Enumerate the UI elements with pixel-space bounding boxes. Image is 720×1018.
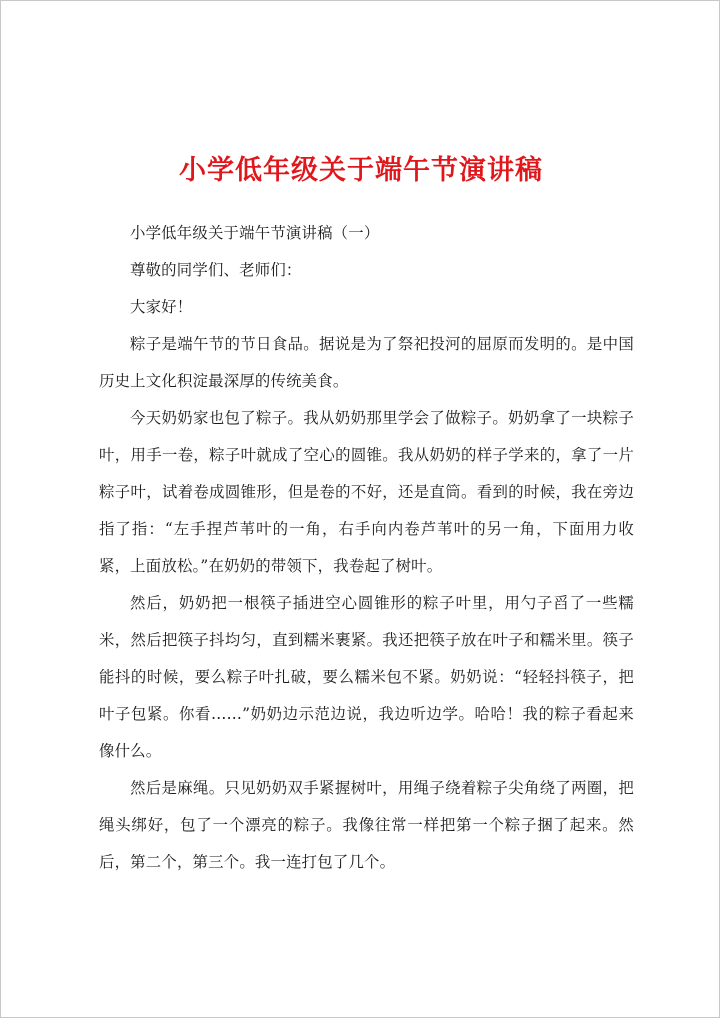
- document-body: [99, 215, 634, 881]
- section-heading: 小学低年级关于端午节演讲稿（一）: [130, 224, 380, 242]
- body-paragraph: 今天奶奶家也包了粽子。我从奶奶那里学会了做粽子。奶奶拿了一块粽子叶，用手一卷，粽子叶就成了空心的圆锥。我从奶奶的样子学来的，拿了一片粽子叶，试着卷成圆锥形，但是卷的不好，还是直筒。看到的时候，我在旁边指了指：“左手捏芦苇叶的一角，右手向内卷芦苇叶的另一角，下面用力收紧，上面放松。”在奶奶的带领下，我卷起了树叶。: [99, 409, 634, 575]
- body-paragraph: 粽子是端午节的节日食品。据说是为了祭祀投河的屈原而发明的。是中国历史上文化积淀最深厚的传统美食。: [99, 335, 634, 390]
- greeting: 大家好！: [130, 298, 193, 316]
- body-paragraph: 然后是麻绳。只见奶奶双手紧握树叶，用绳子绕着粽子尖角绕了两圈，把绳头绑好，包了一个漂亮的粽子。我像往常一样把第一个粽子捆了起来。然后，第二个，第三个。我一连打包了几个。: [99, 779, 634, 871]
- salutation: 尊敬的同学们、老师们：: [130, 261, 302, 279]
- body-paragraph: 然后，奶奶把一根筷子插进空心圆锥形的粽子叶里，用勺子舀了一些糯米，然后把筷子抖均匀，直到糯米裹紧。我还把筷子放在叶子和糯米里。筷子能抖的时候，要么粽子叶扎破，要么糯米包不紧。奶奶说：“轻轻抖筷子，把叶子包紧。你看……”奶奶边示范边说，我边听边学。哈哈！我的粽子看起来像什么。: [99, 594, 634, 760]
- document-title: 小学低年级关于端午节演讲稿: [179, 155, 543, 186]
